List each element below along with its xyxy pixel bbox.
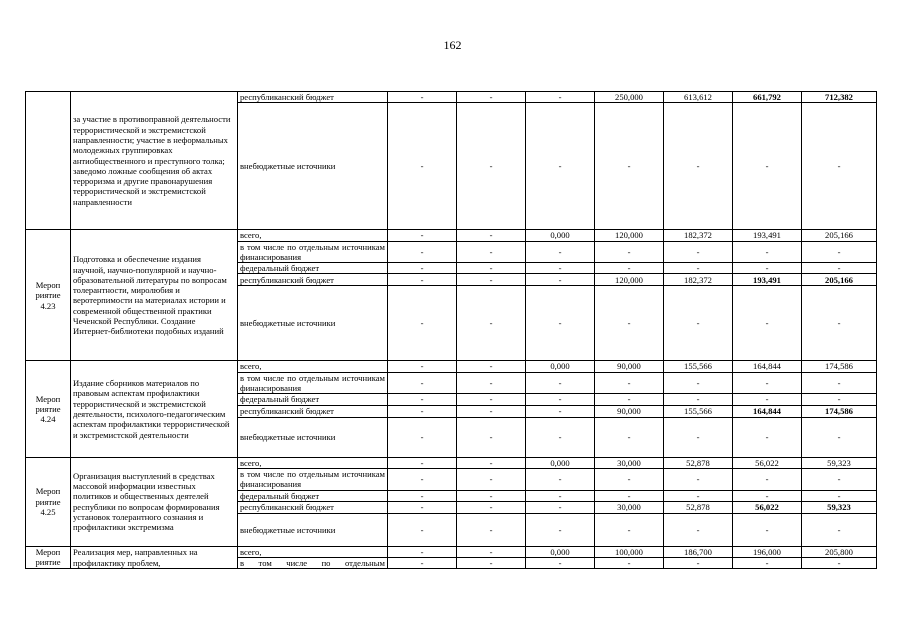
measure-name: Реализация мер, направленных на профилактику проблем, xyxy=(71,546,238,569)
value-cell: - xyxy=(802,372,877,394)
value-cell: - xyxy=(457,361,526,372)
value-cell: - xyxy=(457,92,526,103)
table-row xyxy=(26,546,877,557)
measure-name: Организация выступлений в средствах массовой информации известных политиков и общественных деятелей республики по вопросам формирования установок толерантного сознания и профилактики экстремизма xyxy=(71,457,238,546)
value-cell: - xyxy=(733,468,802,490)
value-cell: - xyxy=(457,405,526,417)
measure-code: Мероп риятие 4.23 xyxy=(26,230,71,361)
value-cell: - xyxy=(457,490,526,501)
funding-source: республиканский бюджет xyxy=(238,274,388,286)
measure-code xyxy=(26,92,71,230)
value-cell: 120,000 xyxy=(595,230,664,241)
funding-source: республиканский бюджет xyxy=(238,405,388,417)
funding-source: всего, xyxy=(238,457,388,468)
value-cell: - xyxy=(388,417,457,457)
value-cell: - xyxy=(664,241,733,263)
value-cell: - xyxy=(664,417,733,457)
value-cell: 193,491 xyxy=(733,230,802,241)
value-cell: - xyxy=(457,372,526,394)
value-cell: - xyxy=(457,274,526,286)
funding-source: в том числе по отдельным xyxy=(238,558,388,569)
value-cell: - xyxy=(733,490,802,501)
value-cell: - xyxy=(526,405,595,417)
table-body xyxy=(26,92,877,569)
value-cell: - xyxy=(802,103,877,230)
value-cell: - xyxy=(595,490,664,501)
value-cell: - xyxy=(595,372,664,394)
value-cell: - xyxy=(388,361,457,372)
value-cell: - xyxy=(457,230,526,241)
table-row xyxy=(26,457,877,468)
value-cell: 174,586 xyxy=(802,361,877,372)
value-cell: - xyxy=(733,558,802,569)
value-cell: - xyxy=(664,372,733,394)
measure-code: Мероп риятие 4.25 xyxy=(26,457,71,546)
value-cell: 155,566 xyxy=(664,361,733,372)
funding-source: внебюджетные источники xyxy=(238,103,388,230)
value-cell: - xyxy=(664,558,733,569)
value-cell: - xyxy=(388,394,457,405)
measure-name: Подготовка и обеспечение издания научной, научно-популярной и научно-образовательной литературы по вопросам толерантности, миролюбия и веротерпимости на материалах истории и современной общественной практики Чеченской Республики. Создание Интернет-библиотеки подобных изданий xyxy=(71,230,238,361)
value-cell: - xyxy=(457,513,526,546)
value-cell: 182,372 xyxy=(664,230,733,241)
value-cell: - xyxy=(388,457,457,468)
value-cell: - xyxy=(526,103,595,230)
value-cell: 56,022 xyxy=(733,457,802,468)
funding-source: внебюджетные источники xyxy=(238,513,388,546)
funding-source: федеральный бюджет xyxy=(238,490,388,501)
funding-source: всего, xyxy=(238,361,388,372)
value-cell: - xyxy=(388,405,457,417)
value-cell: - xyxy=(733,513,802,546)
value-cell: - xyxy=(526,263,595,274)
value-cell: - xyxy=(733,241,802,263)
value-cell: 30,000 xyxy=(595,457,664,468)
value-cell: - xyxy=(388,372,457,394)
value-cell: - xyxy=(526,490,595,501)
value-cell: - xyxy=(388,558,457,569)
value-cell: - xyxy=(457,286,526,361)
value-cell: - xyxy=(457,558,526,569)
funding-source: федеральный бюджет xyxy=(238,394,388,405)
value-cell: 250,000 xyxy=(595,92,664,103)
value-cell: - xyxy=(457,263,526,274)
value-cell: - xyxy=(526,241,595,263)
value-cell: - xyxy=(733,286,802,361)
value-cell: - xyxy=(733,263,802,274)
value-cell: - xyxy=(457,241,526,263)
value-cell: 661,792 xyxy=(733,92,802,103)
value-cell: 30,000 xyxy=(595,501,664,513)
value-cell: - xyxy=(595,263,664,274)
value-cell: - xyxy=(664,394,733,405)
value-cell: 712,382 xyxy=(802,92,877,103)
value-cell: - xyxy=(526,513,595,546)
value-cell: - xyxy=(664,263,733,274)
value-cell: 90,000 xyxy=(595,405,664,417)
value-cell: - xyxy=(526,558,595,569)
measure-name: Издание сборников материалов по правовым аспектам профилактики террористической и экстремистской деятельности, психолого-педагогическим аспектам профилактики террористической и экстремистской деятельности xyxy=(71,361,238,457)
value-cell: - xyxy=(457,501,526,513)
table-row xyxy=(26,361,877,372)
value-cell: - xyxy=(457,417,526,457)
value-cell: - xyxy=(595,241,664,263)
value-cell: - xyxy=(802,513,877,546)
value-cell: 205,166 xyxy=(802,230,877,241)
table-row xyxy=(26,92,877,103)
value-cell: - xyxy=(457,546,526,557)
value-cell: 59,323 xyxy=(802,501,877,513)
funding-source: в том числе по отдельным источникам финансирования xyxy=(238,468,388,490)
value-cell: - xyxy=(733,372,802,394)
funding-source: республиканский бюджет xyxy=(238,92,388,103)
value-cell: - xyxy=(802,394,877,405)
value-cell: 0,000 xyxy=(526,361,595,372)
value-cell: - xyxy=(457,457,526,468)
value-cell: 90,000 xyxy=(595,361,664,372)
funding-source: в том числе по отдельным источникам финансирования xyxy=(238,372,388,394)
funding-source: внебюджетные источники xyxy=(238,286,388,361)
value-cell: - xyxy=(457,103,526,230)
value-cell: - xyxy=(664,286,733,361)
value-cell: - xyxy=(526,468,595,490)
value-cell: - xyxy=(664,103,733,230)
value-cell: - xyxy=(457,394,526,405)
value-cell: 193,491 xyxy=(733,274,802,286)
value-cell: - xyxy=(802,417,877,457)
value-cell: - xyxy=(388,286,457,361)
value-cell: - xyxy=(802,558,877,569)
value-cell: - xyxy=(388,274,457,286)
value-cell: - xyxy=(388,501,457,513)
value-cell: - xyxy=(733,417,802,457)
measure-code: Мероп риятие xyxy=(26,546,71,569)
value-cell: 0,000 xyxy=(526,546,595,557)
measure-name: за участие в противоправной деятельности террористической и экстремистской направленности; участие в неформальных молодежных группировках антиобщественного и преступного толка; заведомо ложные сообщения об актах терроризма и другие правонарушения террористической и экстремистской направленности xyxy=(71,92,238,230)
value-cell: - xyxy=(733,394,802,405)
budget-table xyxy=(25,91,877,569)
value-cell: - xyxy=(526,501,595,513)
value-cell: 205,166 xyxy=(802,274,877,286)
value-cell: - xyxy=(664,490,733,501)
value-cell: 613,612 xyxy=(664,92,733,103)
value-cell: 0,000 xyxy=(526,457,595,468)
value-cell: - xyxy=(802,263,877,274)
table-row xyxy=(26,230,877,241)
value-cell: - xyxy=(388,546,457,557)
funding-source: внебюджетные источники xyxy=(238,417,388,457)
value-cell: - xyxy=(733,103,802,230)
page-number: 162 xyxy=(443,38,462,52)
value-cell: 196,000 xyxy=(733,546,802,557)
value-cell: - xyxy=(388,103,457,230)
value-cell: 59,323 xyxy=(802,457,877,468)
value-cell: - xyxy=(388,513,457,546)
value-cell: 0,000 xyxy=(526,230,595,241)
value-cell: 56,022 xyxy=(733,501,802,513)
value-cell: - xyxy=(526,286,595,361)
value-cell: - xyxy=(388,468,457,490)
value-cell: 174,586 xyxy=(802,405,877,417)
value-cell: - xyxy=(664,513,733,546)
value-cell: 164,844 xyxy=(733,361,802,372)
value-cell: 186,700 xyxy=(664,546,733,557)
value-cell: - xyxy=(388,230,457,241)
value-cell: 182,372 xyxy=(664,274,733,286)
value-cell: - xyxy=(802,286,877,361)
value-cell: - xyxy=(595,468,664,490)
value-cell: 164,844 xyxy=(733,405,802,417)
value-cell: - xyxy=(388,490,457,501)
value-cell: - xyxy=(595,394,664,405)
measure-code: Мероп риятие 4.24 xyxy=(26,361,71,457)
funding-source: республиканский бюджет xyxy=(238,501,388,513)
value-cell: - xyxy=(802,468,877,490)
value-cell: - xyxy=(388,92,457,103)
value-cell: - xyxy=(595,513,664,546)
value-cell: - xyxy=(664,468,733,490)
funding-source: всего, xyxy=(238,230,388,241)
funding-source: всего, xyxy=(238,546,388,557)
value-cell: - xyxy=(526,372,595,394)
value-cell: 52,878 xyxy=(664,501,733,513)
funding-source: в том числе по отдельным источникам финансирования xyxy=(238,241,388,263)
value-cell: - xyxy=(526,92,595,103)
value-cell: 120,000 xyxy=(595,274,664,286)
value-cell: - xyxy=(595,286,664,361)
value-cell: - xyxy=(526,394,595,405)
value-cell: 52,878 xyxy=(664,457,733,468)
value-cell: - xyxy=(526,274,595,286)
value-cell: - xyxy=(388,263,457,274)
value-cell: - xyxy=(595,103,664,230)
value-cell: 100,000 xyxy=(595,546,664,557)
value-cell: - xyxy=(388,241,457,263)
value-cell: - xyxy=(457,468,526,490)
value-cell: - xyxy=(526,417,595,457)
funding-source: федеральный бюджет xyxy=(238,263,388,274)
value-cell: - xyxy=(802,241,877,263)
value-cell: - xyxy=(595,417,664,457)
value-cell: 205,800 xyxy=(802,546,877,557)
value-cell: 155,566 xyxy=(664,405,733,417)
value-cell: - xyxy=(802,490,877,501)
value-cell: - xyxy=(595,558,664,569)
